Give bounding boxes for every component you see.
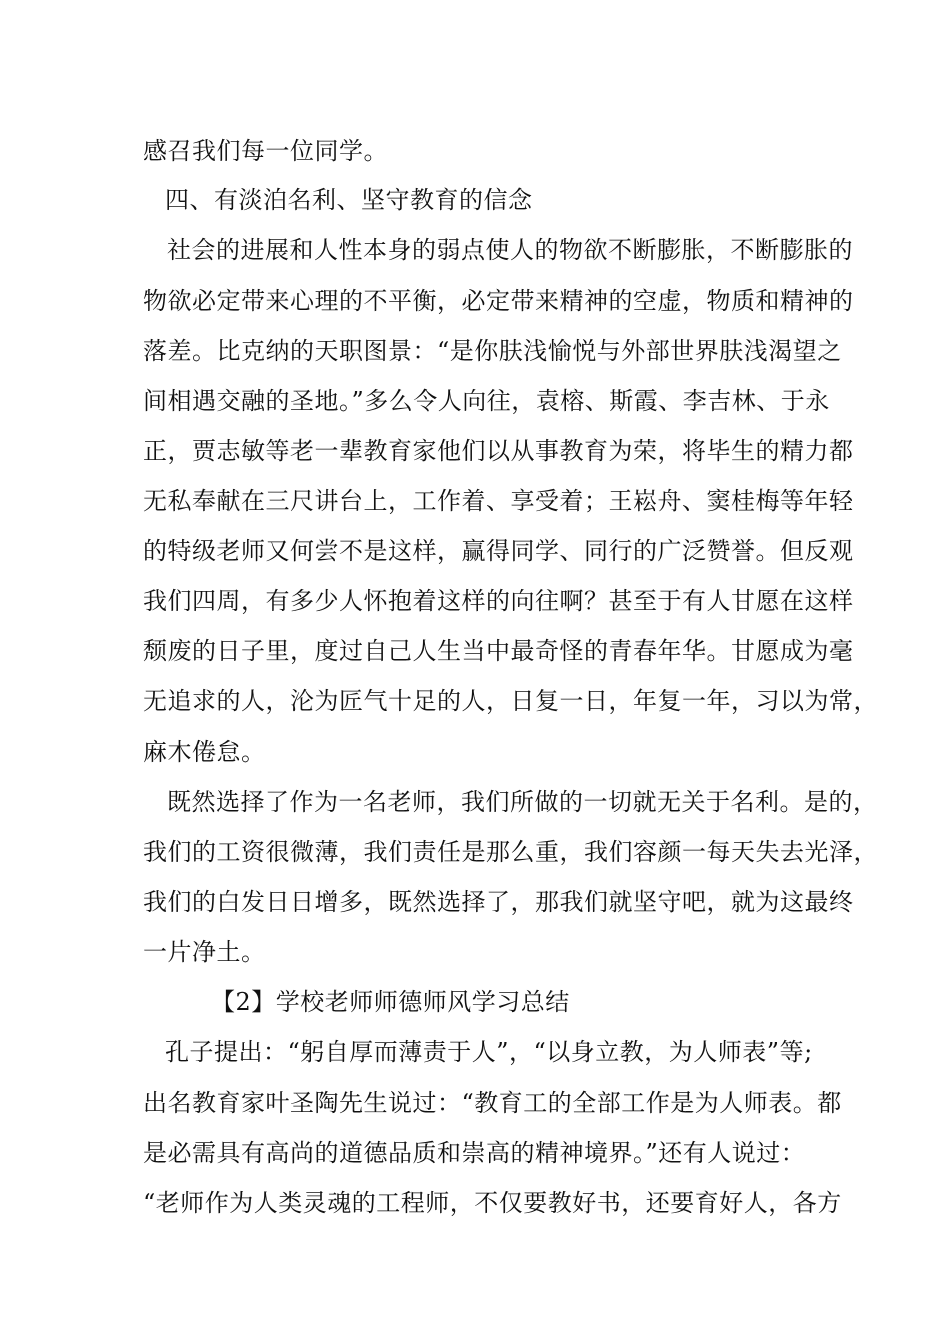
text-line: 落差。比克纳的天职图景：“是你肤浅愉悦与外部世界肤浅渴望之: [143, 337, 842, 365]
section-heading: 【2】学校老师师德师风学习总结: [211, 988, 570, 1016]
text-line: 孔子提出：“躬自厚而薄责于人”，“以身立教，为人师表”等;: [165, 1038, 813, 1066]
text-line: 无私奉献在三尺讲台上，工作着、享受着；王崧舟、窦桂梅等年轻: [143, 487, 854, 515]
text-line: 出名教育家叶圣陶先生说过：“教育工的全部工作是为人师表。都: [143, 1089, 842, 1117]
text-line: 是必需具有高尚的道德品质和崇高的精神境界。”还有人说过：: [143, 1139, 806, 1167]
text-line: “老师作为人类灵魂的工程师，不仅要教好书，还要育好人，各方: [143, 1189, 842, 1217]
text-line: 我们四周，有多少人怀抱着这样的向往啊？甚至于有人甘愿在这样: [143, 587, 854, 615]
text-line: 我们的工资很微薄，我们责任是那么重，我们容颜一每天失去光泽，: [143, 838, 878, 866]
text-line: 间相遇交融的圣地。”多么令人向往，袁榕、斯霞、李吉林、于永: [143, 387, 830, 415]
text-line: 感召我们每一位同学。: [143, 137, 388, 165]
text-line: 的特级老师又何尝不是这样，赢得同学、同行的广泛赞誉。但反观: [143, 537, 854, 565]
text-line: 一片净土。: [143, 938, 266, 966]
text-line: 社会的进展和人性本身的弱点使人的物欲不断膨胀，不断膨胀的: [167, 236, 853, 264]
text-line: 既然选择了作为一名老师，我们所做的一切就无关于名利。是的，: [167, 788, 878, 816]
text-line: 无追求的人，沦为匠气十足的人，日复一日，年复一年，习以为常，: [143, 687, 878, 715]
section-heading: 四、有淡泊名利、坚守教育的信念: [165, 186, 533, 214]
text-line: 麻木倦怠。: [143, 738, 266, 766]
text-line: 正，贾志敏等老一辈教育家他们以从事教育为荣，将毕生的精力都: [143, 437, 854, 465]
text-line: 颓废的日子里，度过自己人生当中最奇怪的青春年华。甘愿成为毫: [143, 637, 854, 665]
text-line: 物欲必定带来心理的不平衡，必定带来精神的空虚，物质和精神的: [143, 287, 854, 315]
text-line: 我们的白发日日增多，既然选择了，那我们就坚守吧，就为这最终: [143, 888, 854, 916]
